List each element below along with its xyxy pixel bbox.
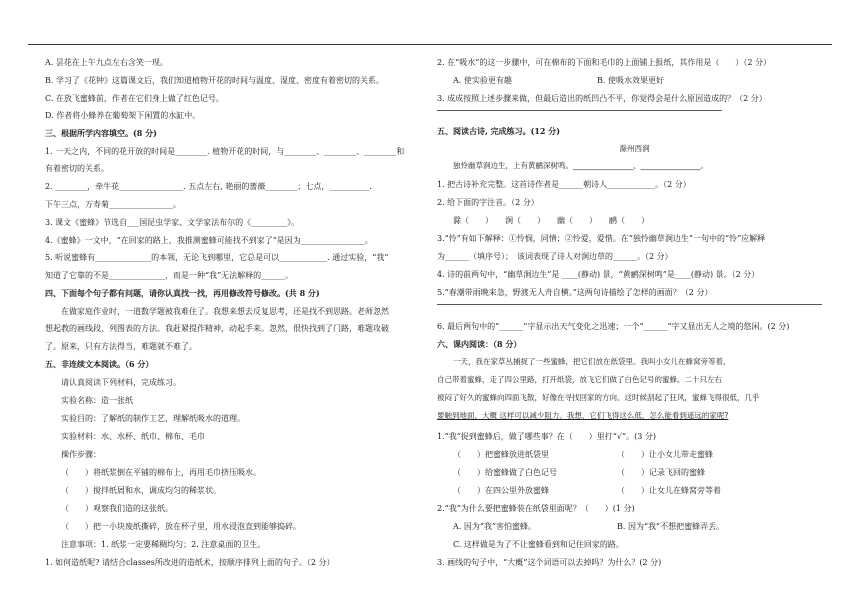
fill-q3: 3. 课文《蜜蜂》节选自___国昆虫学家、文学家法布尔的《_________》。 [45,218,300,227]
fill-q5-line1: 5. 听说蜜蜂有______________的本领，无论飞到哪里，它总是可以____________. 通过实验，“我” [45,253,389,262]
section-5-title: 五、非连续文本阅读。（6 分） [45,359,154,369]
paper-q2-option-b: B. 使吸水效果更好 [597,76,664,85]
step-1: （ ）将纸浆倒在平铺的棉布上，再用毛巾挤压吸水。 [61,468,261,477]
reading-q1-d: （ ）记录飞回的蜜蜂 [617,468,705,477]
experiment-materials: 实验材料：水、水杯、纸巾、棉布、毛巾 [61,432,205,441]
experiment-name: 实验名称：造一张纸 [61,396,133,405]
poem-q1: 1. 把古诗补充完整。这首诗作者是______朝诗人____________。（2 分） [437,180,691,189]
step-4: （ ）把一小块废纸撕碎，放在杯子里，用水浸泡直到能够捣碎。 [61,522,301,531]
step-3: （ ）观察我们造的这张纸。 [61,504,173,513]
reading-q1-a: （ ）把蜜蜂放进纸袋里 [453,450,549,459]
experiment-notes: 注意事项：1. 纸浆一定要稀稠均匀；2. 注意桌面的卫生。 [61,540,266,549]
option-d: D. 作者将小蜂养在葡萄架下闲置的水缸中。 [45,111,201,120]
reading-q2: 2.“我”为什么要把蜜蜂装在纸袋里面呢？（ ）(1 分) [437,504,635,513]
answer-line-2 [437,304,822,305]
section-4-title: 四、下面每个句子都有问题，请你认真找一找，再用修改符号修改。(共 8 分) [45,288,320,298]
reading-q1: 1.“我”捉到蜜蜂后，做了哪些事？在（ ）里打“√”。(3 分) [437,432,656,441]
experiment-steps-label: 操作步骤： [61,450,101,459]
paper-q2-option-a: A. 使实验更有趣 [453,76,512,85]
reading-q1-c: （ ）给蜜蜂做了白色记号 [453,468,557,477]
reading-q2-b: B. 因为“我”不想把蜜蜂弄丢。 [617,522,725,531]
reading-para-1: 一天，我在家草丛捕捉了一些蜜蜂，把它们放在纸袋里。我叫小女儿在蜂窝旁等着， [453,357,731,366]
right-column [437,52,832,608]
reading-q1-b: （ ）让小女儿带走蜜蜂 [617,450,713,459]
poem-q3-line1: 3.“怜”有如下解释：①怜悯，同情；②怜爱，爱惜。在“独怜幽草涧边生”一句中的“怜”应解释 [437,234,766,243]
poem-q2: 2. 给下面的字注音。（2 分） [437,198,539,207]
reading-para-2: 自己带着蜜蜂，走了四公里路，打开纸袋，放飞它们做了白色记号的蜜蜂。二十只左右 [437,375,722,384]
reading-para-3: 被闷了好久的蜜蜂向四面飞散，好像在寻找回家的方向。这时候刮起了狂风，蜜蜂飞得很低，几乎 [437,393,760,402]
paper-question-3: 3. 成成按照上述步骤来做，但最后造出的纸凹凸不平，你觉得会是什么原因造成的？（2 分） [437,94,767,103]
reading-q2-c: C. 这样做是为了不让蜜蜂看到和记住回家的路。 [453,540,624,549]
answer-line [437,110,722,111]
fill-q2-line2: 下午三点，万寿菊________________。 [45,200,181,209]
section-4-para-2: 想起教的画线段、列图表的方法。我赶紧提作精神，动起手来。忽然，很快找到了门路，难题攻破 [45,324,389,333]
header-rule [28,44,832,45]
fill-q1-line1: 1. 一天之内，不同的花开放的时间是________. 植物开花的时间，与________、________、________和 [45,147,405,156]
reading-q1-f: （ ）让女儿在蜂窝旁等着 [617,486,721,495]
fill-q1-line2: 有着密切的关系。 [45,164,109,173]
reading-para-4: 要触到地面，大概 这样可以减少阻力。我想，它们飞得这么低，怎么能看到遥远的家呢? [437,411,729,420]
experiment-goal: 实验目的：了解纸的制作工艺，理解纸吸水的道理。 [61,414,245,423]
poem-q2-chars: 滁（ ） 涧（ ） 幽（ ） 鹂（ ） [453,216,649,225]
poem-q6: 6. 最后两句中的“______”字显示出天气变化之迅速；一个“______”字又显出无人之境的悠闲。(2 分) [437,322,790,331]
section-5-intro: 请认真阅读下列材料，完成练习。 [61,378,181,387]
option-a: A. 昙花在上午九点左右含笑一现。 [45,58,168,67]
reading-q1-e: （ ）在四公里外放蜜蜂 [453,486,549,495]
left-column [45,52,445,608]
section-4-para-3: 了。原来，只有方法得当，难题就不难了。 [45,342,197,351]
poem-title: 滁州西涧 [619,144,650,153]
section-3-title: 三、根据所学内容填空。(8 分) [45,128,157,138]
poem-text: 独怜幽草涧边生，上有黄鹂深树鸣。________________，________________。 [453,161,708,170]
step-2: （ ）搅拌纸屑和水，调成均匀的稀浆状。 [61,486,221,495]
fill-q2-line1: 2. ________，牵牛花________________. 五点左右, 艳丽的蔷薇________；七点，__________. [45,182,372,191]
reading-q3: 3. 画线的句子中，“大概”这个词语可以去掉吗？为什么？(2 分) [437,558,662,567]
option-c: C. 在放飞蜜蜂前，作者在它们身上做了红色记号。 [45,94,224,103]
fill-q5-line2: 知道了它靠的不是______________，而是一种“我”无法解释的______。 [45,271,294,280]
section-4-para-1: 在做家庭作业时，一道数学题被我难住了。我想来想去反复思考，还是找不到思路。老师忽然 [61,307,389,316]
poem-q5: 5.“春潮带雨晚来急，野渡无人舟自横。”这两句诗描绘了怎样的画面？（2 分） [437,288,713,297]
fill-q4: 4.《蜜蜂》一文中，“在回家的路上，我推测蜜蜂可能找不到家了”是因为________________。 [45,236,373,245]
section-5-question-1: 1. 如何造纸呢? 请结合classes所改进的造纸术，按顺序排列上面的句子。（2 分） [45,558,335,567]
option-b: B. 学习了《花钟》这篇课文后，我们知道植物开花的时间与温度、湿度、密度有着密切的关系。 [45,76,384,85]
poem-q4: 4. 诗的前两句中，“幽草涧边生”是 ____(静动) 景，“黄鹂深树鸣”是____(静动) 景。（2 分） [437,270,760,279]
paper-question-2: 2. 在“吸水”的这一步骤中，可在棉布的下面和毛巾的上面铺上报纸，其作用是（ ）（2 分） [437,58,771,67]
reading-q2-a: A. 因为“我”害怕蜜蜂。 [453,522,537,531]
poem-q3-line2: 为______（填序号）； 该词表现了诗人对涧边草的______。（2 分） [437,252,673,261]
section-6-title: 六、课内阅读：（8 分） [437,339,522,349]
poem-section-title: 五、阅读古诗, 完成练习。(12 分) [437,126,561,136]
